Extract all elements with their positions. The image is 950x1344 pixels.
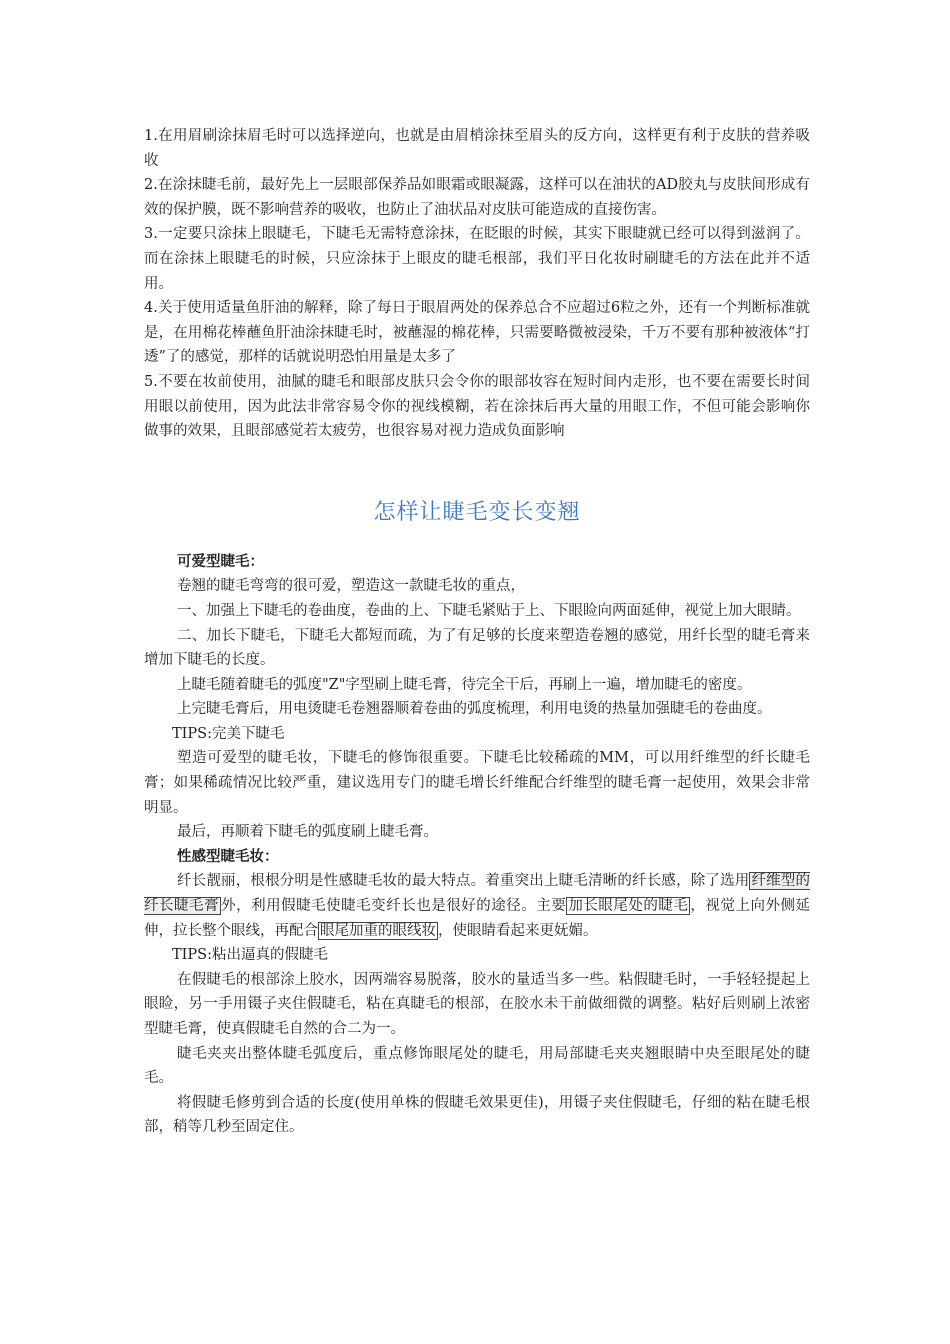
care-tips-section bbox=[144, 124, 810, 444]
cute-tips-heading: TIPS:完美下睫毛 bbox=[172, 725, 285, 742]
document-body bbox=[144, 124, 810, 1140]
cute-paragraph-4: 上睫毛随着睫毛的弧度"Z"字型刷上睫毛膏，待完全干后，再刷上一遍，增加睫毛的密度。 bbox=[177, 676, 752, 693]
cute-heading: 可爱型睫毛： bbox=[177, 552, 264, 570]
care-tip-3: 3.一定要只涂抹上眼睫毛，下睫毛无需特意涂抹，在眨眼的时候，其实下眼睫就已经可以得到滋润了。而在涂抹上眼睫毛的时候，只应涂抹于上眼皮的睫毛根部，我们平日化妆时刷睫毛的方法在此并不适用。 bbox=[144, 226, 810, 292]
highlighted-phrase-eyeliner: 眼尾加重的眼线妆 bbox=[320, 922, 436, 939]
sexy-paragraph-1-part-a: 纤长靓丽，根根分明是性感睫毛妆的最大特点。着重突出上睫毛清晰的纤长感，除了选用 bbox=[177, 873, 750, 890]
sexy-paragraph-1-part-d: ，使眼睛看起来更妩媚。 bbox=[438, 922, 598, 939]
cute-lash-section bbox=[144, 550, 810, 845]
cute-paragraph-3: 二、加长下睫毛，下睫毛大都短而疏，为了有足够的长度来塑造卷翘的感觉，用纤长型的睫毛膏来增加下睫毛的长度。 bbox=[144, 627, 810, 669]
highlighted-phrase-outer-lashes: 加长眼尾处的睫毛 bbox=[568, 898, 689, 915]
sexy-paragraph-1-part-b: 外，利用假睫毛使睫毛变纤长也是很好的途径。主要 bbox=[221, 898, 567, 915]
care-tip-5: 5.不要在妆前使用，油腻的睫毛和眼部皮肤只会令你的眼部妆容在短时间内走形，也不要在需要长时间用眼以前使用，因为此法非常容易令你的视线模糊，若在涂抹后再大量的用眼工作，不但可能会影响你做事的效果，且眼部感觉若太疲劳，也很容易对视力造成负面影响 bbox=[144, 373, 810, 440]
sexy-paragraph-4: 将假睫毛修剪到合适的长度(使用单株的假睫毛效果更佳)，用镊子夹住假睫毛，仔细的粘在睫毛根部，稍等几秒至固定住。 bbox=[144, 1094, 810, 1136]
care-tip-1: 1.在用眉刷涂抹眉毛时可以选择逆向，也就是由眉梢涂抹至眉头的反方向，这样更有利于皮肤的营养吸收 bbox=[144, 128, 810, 169]
sexy-paragraph-1-part-c: ，视觉上向外侧延伸，拉长整个眼线，再配合 bbox=[144, 898, 811, 939]
sexy-lash-section bbox=[144, 845, 810, 1140]
care-tip-4: 4.关于使用适量鱼肝油的解释，除了每日于眼眉两处的保养总合不应超过6粒之外，还有一个判断标准就是，在用棉花棒蘸鱼肝油涂抹睫毛时，被蘸湿的棉花棒，只需要略微被浸染，千万不要有那种被液体“打透”了的感觉，那样的话就说明恐怕用量是太多了 bbox=[144, 300, 810, 366]
sexy-tips-heading: TIPS:粘出逼真的假睫毛 bbox=[172, 947, 328, 964]
cute-paragraph-7: 最后，再顺着下睫毛的弧度刷上睫毛膏。 bbox=[177, 824, 438, 841]
cute-paragraph-1: 卷翘的睫毛弯弯的很可爱，塑造这一款睫毛妆的重点， bbox=[177, 578, 525, 595]
highlighted-phrase-fiber-mascara: 纤维型的纤长睫毛膏 bbox=[144, 873, 811, 915]
article-title: 怎样让睫毛变长变翘 bbox=[373, 499, 581, 525]
care-tip-2: 2.在涂抹睫毛前，最好先上一层眼部保养品如眼霜或眼凝露，这样可以在油状的AD胶丸与皮肤间形成有效的保护膜，既不影响营养的吸收，也防止了油状品对皮肤可能造成的直接伤害。 bbox=[144, 177, 810, 218]
sexy-paragraph-3: 睫毛夹夹出整体睫毛弧度后，重点修饰眼尾处的睫毛，用局部睫毛夹夹翘眼睛中央至眼尾处的睫毛。 bbox=[144, 1045, 810, 1087]
sexy-paragraph-2: 在假睫毛的根部涂上胶水，因两端容易脱落，胶水的量适当多一些。粘假睫毛时，一手轻轻提起上眼睑，另一手用镊子夹住假睫毛，粘在真睫毛的根部，在胶水未干前做细微的调整。粘好后则刷上浓密型睫毛膏，使真假睫毛自然的合二为一。 bbox=[144, 971, 810, 1037]
cute-paragraph-5: 上完睫毛膏后，用电烫睫毛卷翘器顺着卷曲的弧度梳理，利用电烫的热量加强睫毛的卷曲度。 bbox=[177, 701, 772, 718]
sexy-heading: 性感型睫毛妆： bbox=[177, 847, 279, 865]
cute-paragraph-6: 塑造可爱型的睫毛妆，下睫毛的修饰很重要。下睫毛比较稀疏的MM，可以用纤维型的纤长睫毛膏；如果稀疏情况比较严重，建议选用专门的睫毛增长纤维配合纤维型的睫毛膏一起使用，效果会非常明显。 bbox=[144, 750, 810, 816]
sexy-paragraph-1 bbox=[144, 869, 810, 943]
cute-paragraph-2: 一、加强上下睫毛的卷曲度，卷曲的上、下睫毛紧贴于上、下眼睑向两面延伸，视觉上加大眼睛。 bbox=[177, 602, 801, 619]
